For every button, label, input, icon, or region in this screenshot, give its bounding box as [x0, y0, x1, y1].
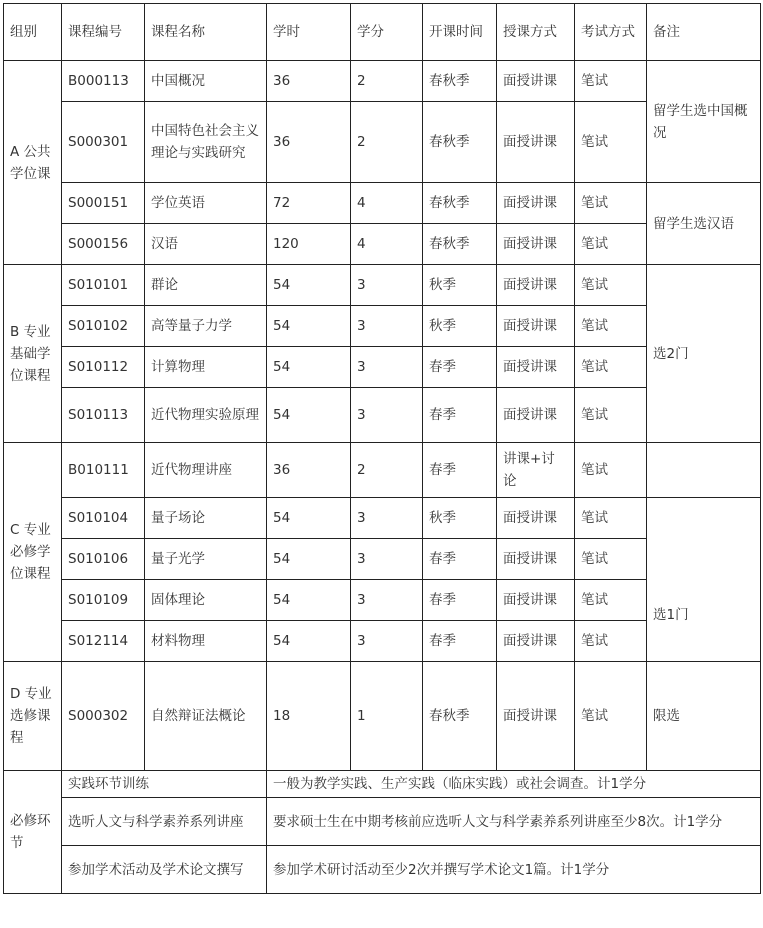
course-hours: 54 [267, 539, 351, 580]
course-credits: 2 [351, 102, 423, 183]
course-hours: 36 [267, 443, 351, 498]
course-credits: 4 [351, 224, 423, 265]
group-a-label: A 公共学位课 [4, 61, 62, 265]
required-item: 参加学术活动及学术论文撰写 [62, 846, 267, 894]
course-hours: 120 [267, 224, 351, 265]
course-exam: 笔试 [575, 183, 647, 224]
course-name: 近代物理讲座 [145, 443, 267, 498]
course-exam: 笔试 [575, 662, 647, 771]
course-name: 学位英语 [145, 183, 267, 224]
header-group: 组别 [4, 4, 62, 61]
header-name: 课程名称 [145, 4, 267, 61]
header-exam: 考试方式 [575, 4, 647, 61]
course-hours: 54 [267, 621, 351, 662]
course-exam: 笔试 [575, 621, 647, 662]
course-name: 群论 [145, 265, 267, 306]
course-exam: 笔试 [575, 224, 647, 265]
course-exam: 笔试 [575, 498, 647, 539]
course-name: 中国概况 [145, 61, 267, 102]
course-name: 中国特色社会主义理论与实践研究 [145, 102, 267, 183]
group-c-label: C 专业必修学位课程 [4, 443, 62, 662]
course-mode: 面授讲课 [497, 388, 575, 443]
course-mode: 面授讲课 [497, 498, 575, 539]
header-code: 课程编号 [62, 4, 145, 61]
course-credits: 3 [351, 621, 423, 662]
course-credits: 4 [351, 183, 423, 224]
course-hours: 54 [267, 498, 351, 539]
course-name: 自然辩证法概论 [145, 662, 267, 771]
course-credits: 2 [351, 61, 423, 102]
course-exam: 笔试 [575, 539, 647, 580]
header-notes: 备注 [647, 4, 761, 61]
header-mode: 授课方式 [497, 4, 575, 61]
course-exam: 笔试 [575, 443, 647, 498]
course-mode: 面授讲课 [497, 580, 575, 621]
note-cell: 限选 [647, 662, 761, 771]
required-desc: 一般为教学实践、生产实践（临床实践）或社会调查。计1学分 [267, 771, 761, 798]
course-code: S010102 [62, 306, 145, 347]
course-term: 春季 [423, 539, 497, 580]
course-code: S010109 [62, 580, 145, 621]
course-code: S000301 [62, 102, 145, 183]
course-credits: 3 [351, 580, 423, 621]
required-label: 必修环节 [4, 771, 62, 894]
required-row [4, 846, 761, 894]
note-cell: 选1门 [647, 498, 761, 662]
course-mode: 讲课+讨论 [497, 443, 575, 498]
header-hours: 学时 [267, 4, 351, 61]
course-term: 春季 [423, 347, 497, 388]
course-hours: 54 [267, 347, 351, 388]
course-mode: 面授讲课 [497, 61, 575, 102]
course-mode: 面授讲课 [497, 621, 575, 662]
course-code: S000302 [62, 662, 145, 771]
required-row [4, 771, 761, 798]
course-code: S010101 [62, 265, 145, 306]
required-item: 选听人文与科学素养系列讲座 [62, 798, 267, 846]
course-term: 春季 [423, 443, 497, 498]
header-credits: 学分 [351, 4, 423, 61]
note-cell-empty [647, 443, 761, 498]
course-credits: 3 [351, 498, 423, 539]
course-credits: 3 [351, 347, 423, 388]
header-term: 开课时间 [423, 4, 497, 61]
course-exam: 笔试 [575, 102, 647, 183]
course-name: 汉语 [145, 224, 267, 265]
course-term: 春秋季 [423, 183, 497, 224]
course-code: S012114 [62, 621, 145, 662]
course-mode: 面授讲课 [497, 102, 575, 183]
course-hours: 36 [267, 102, 351, 183]
table-row [4, 265, 761, 306]
group-b-label: B 专业基础学位课程 [4, 265, 62, 443]
course-exam: 笔试 [575, 580, 647, 621]
course-code: B000113 [62, 61, 145, 102]
course-term: 春季 [423, 580, 497, 621]
course-term: 秋季 [423, 498, 497, 539]
required-desc: 要求硕士生在中期考核前应选听人文与科学素养系列讲座至少8次。计1学分 [267, 798, 761, 846]
course-term: 春秋季 [423, 102, 497, 183]
table-row [4, 662, 761, 771]
course-mode: 面授讲课 [497, 662, 575, 771]
course-mode: 面授讲课 [497, 224, 575, 265]
course-term: 春秋季 [423, 662, 497, 771]
course-code: S010112 [62, 347, 145, 388]
required-item: 实践环节训练 [62, 771, 267, 798]
course-name: 高等量子力学 [145, 306, 267, 347]
course-term: 春季 [423, 388, 497, 443]
course-hours: 72 [267, 183, 351, 224]
course-credits: 2 [351, 443, 423, 498]
course-name: 量子场论 [145, 498, 267, 539]
course-code: S010106 [62, 539, 145, 580]
course-credits: 3 [351, 539, 423, 580]
note-cell: 留学生选汉语 [647, 183, 761, 265]
course-hours: 54 [267, 580, 351, 621]
course-name: 近代物理实验原理 [145, 388, 267, 443]
required-row [4, 798, 761, 846]
course-hours: 36 [267, 61, 351, 102]
course-exam: 笔试 [575, 265, 647, 306]
table-row [4, 183, 761, 224]
course-name: 材料物理 [145, 621, 267, 662]
header-row [4, 4, 761, 61]
course-exam: 笔试 [575, 61, 647, 102]
course-term: 秋季 [423, 306, 497, 347]
course-exam: 笔试 [575, 306, 647, 347]
course-hours: 54 [267, 388, 351, 443]
course-term: 春季 [423, 621, 497, 662]
course-credits: 3 [351, 306, 423, 347]
course-mode: 面授讲课 [497, 347, 575, 388]
table-row [4, 443, 761, 498]
course-credits: 3 [351, 388, 423, 443]
course-name: 量子光学 [145, 539, 267, 580]
course-exam: 笔试 [575, 347, 647, 388]
course-mode: 面授讲课 [497, 539, 575, 580]
group-d-label: D 专业选修课程 [4, 662, 62, 771]
course-code: S000151 [62, 183, 145, 224]
course-plan-table [3, 3, 761, 894]
course-mode: 面授讲课 [497, 183, 575, 224]
course-credits: 3 [351, 265, 423, 306]
course-hours: 54 [267, 265, 351, 306]
course-mode: 面授讲课 [497, 306, 575, 347]
required-desc: 参加学术研讨活动至少2次并撰写学术论文1篇。计1学分 [267, 846, 761, 894]
course-code: B010111 [62, 443, 145, 498]
course-hours: 18 [267, 662, 351, 771]
course-exam: 笔试 [575, 388, 647, 443]
note-cell: 留学生选中国概况 [647, 61, 761, 183]
course-term: 秋季 [423, 265, 497, 306]
course-credits: 1 [351, 662, 423, 771]
course-name: 固体理论 [145, 580, 267, 621]
course-code: S010113 [62, 388, 145, 443]
course-name: 计算物理 [145, 347, 267, 388]
course-term: 春秋季 [423, 61, 497, 102]
course-code: S010104 [62, 498, 145, 539]
course-hours: 54 [267, 306, 351, 347]
table-row [4, 498, 761, 539]
note-cell: 选2门 [647, 265, 761, 443]
table-row [4, 61, 761, 102]
course-code: S000156 [62, 224, 145, 265]
course-mode: 面授讲课 [497, 265, 575, 306]
course-term: 春秋季 [423, 224, 497, 265]
